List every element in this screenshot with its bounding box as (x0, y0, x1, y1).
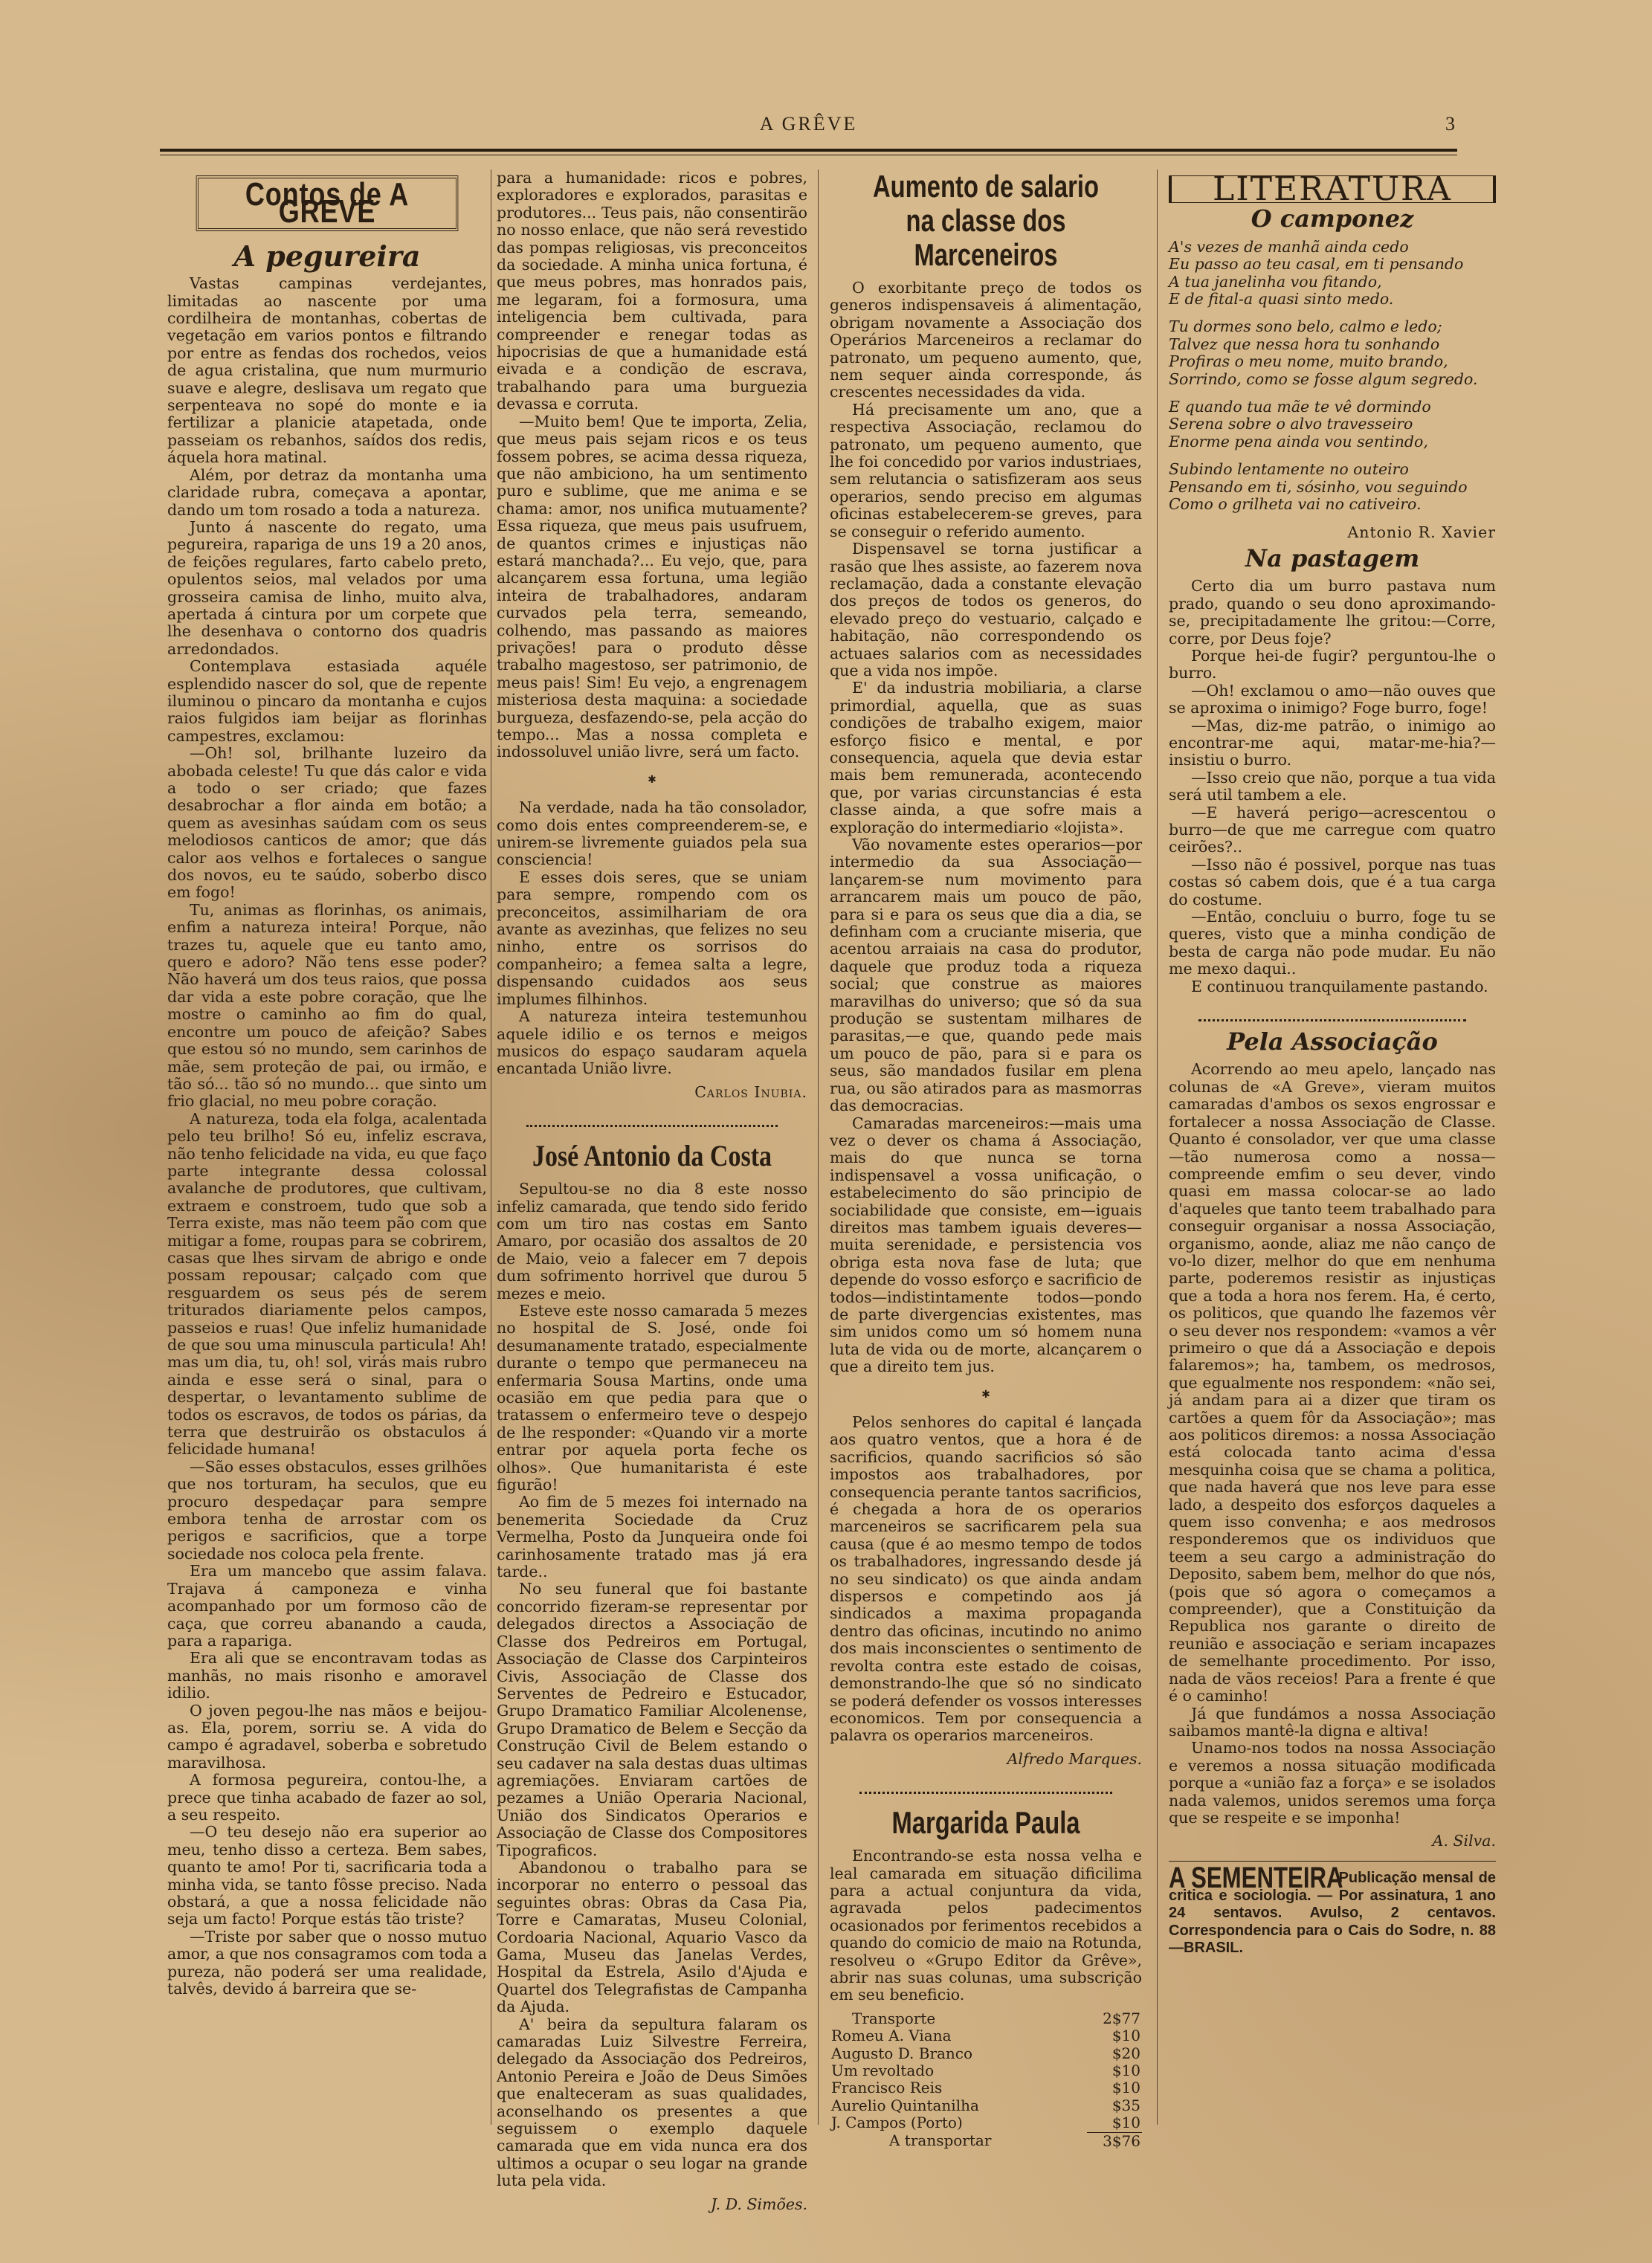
poem-stanza (1169, 398, 1496, 451)
ad-brand: A SEMENTEIRA (1169, 1861, 1343, 1894)
paragraph: Além, por detraz da montanha uma claridade rubra, começava a apontar, dando um tom rosado a toda a natureza. (167, 465, 487, 519)
newspaper-title: A GRÊVE (759, 113, 858, 135)
paragraph: —Triste por saber que o nosso mutuo amor, a que nos consagramos com toda a pureza, não poderá ser uma realidade, talvês, devido á barreira que se- (167, 1927, 487, 1998)
section-title: LITERATURA (1169, 175, 1496, 203)
paragraph: Porque hei-de fugir? perguntou-lhe o burro. (1169, 646, 1496, 682)
paragraph: A formosa pegureira, contou-lhe, a prece que tinha acabado de fazer ao sol, a seu respeito. (167, 1771, 487, 1824)
subscriber-name: A transportar (889, 2131, 992, 2150)
subscriber-name: Francisco Reis (831, 2079, 943, 2097)
amount: $20 (1111, 2044, 1140, 2062)
amount: 2$77 (1103, 2009, 1140, 2027)
header-rule (160, 149, 1457, 152)
paragraph: —Isso não é possivel, porque nas tuas costas só cabem dois, que é a tua carga do costume. (1169, 855, 1496, 908)
paragraph: —Então, concluiu o burro, foge tu se queres, visto que a minha condição de besta de carga não pode mudar. Eu não me mexo daqui.. (1169, 908, 1496, 978)
subscriber-name: Transporte (852, 2009, 936, 2027)
poem-line: Como o grilheta vai no cativeiro. (1169, 495, 1422, 514)
poem-line: Pensando em ti, sósinho, vou seguindo (1169, 477, 1468, 496)
list-item (830, 2010, 1142, 2027)
poem-line: Tu dormes sono belo, calmo e ledo; (1169, 317, 1442, 336)
star-separator: ✱ (648, 773, 656, 786)
list-item (830, 2062, 1142, 2079)
poem-line: Sorrindo, como se fosse algum segredo. (1169, 369, 1478, 388)
poem-line: E de fital-a quasi sinto medo. (1169, 290, 1394, 309)
paragraph: Vão novamente estes operarios—por intermedio da sua Associação—lançarem-se num movimento para arrancarem mais um pouco de pão, para si e para os seus que dia a dia, se definham com a cruciante miseria, que acentou arraiais na casa do produtor, daquele que produz toda a riqueza social; que construe as maiores maravilhas do universo; que só da sua produção se sustentam milhares de parasitas,—e que, quando pede mais um pouco de pão, para si e para os seus, são mandados fusilar em plena rua, ou são atirados para as masmorras das democracias. (830, 836, 1142, 1115)
amount: 3$76 (1087, 2132, 1142, 2150)
list-item (830, 2045, 1142, 2062)
paragraph: No seu funeral que foi bastante concorrido fizeram-se representar por delegados directos a Associação de Classe dos Pedreiros em Portugal, Associação de Classe dos Carpinteiros Civis, Associação de Classe dos Serventes de Pedreiro e Estucador, Grupo Dramatico Familiar Alcolenense, Grupo Dramatico de Belem e Secção da Construção Civil de Belem estando o seu cadaver na sala destas duas ultimas agremiações. Enviaram cartões de pezames a União Operaria Nacional, União dos Sindicatos Operarios e Associação de Classe dos Compositores Tipograficos. (497, 1580, 807, 1859)
ornament-divider (1198, 1007, 1466, 1021)
paragraph: Junto á nascente do regato, uma pegureira, rapariga de uns 19 a 20 anos, de feições regulares, farto cabelo preto, opulentos seios, mal velados por uma grosseira camisa de linho, muito alva, apertada á cintura por um corpete que lhe desenhava o contorno dos quadris arredondados. (167, 517, 487, 658)
paragraph: Ao fim de 5 mezes foi internado na benemerita Sociedade da Cruz Vermelha, Posto da Junqueira onde foi carinhosamente tratado mas já era tarde.. (497, 1493, 807, 1581)
amount: $10 (1111, 2062, 1140, 2079)
subscriber-name: J. Campos (Porto) (831, 2114, 963, 2132)
poem-line: A's vezes de manhã ainda cedo (1169, 237, 1409, 256)
subscriber-name: Aurelio Quintanilha (831, 2096, 979, 2114)
article-title: José Antonio da Costa (532, 1139, 772, 1173)
paragraph: Unamo-nos todos na nossa Associação e veremos a nossa situação modificada porque a «união faz a força» e se isolados nada valemos, unidos seremos uma força que se respeite e se imponha! (1169, 1739, 1496, 1827)
paragraph: A natureza, toda ela folga, acalentada pelo teu brilho! Só eu, infeliz escrava, não tenho felicidade na vida, eu que faço parte integrante dessa colossal avalanche de produtores, que cultivam, extraem e constroem, tudo que sob a Terra existe, mas não teem pão com que mitigar a fome, roupas para se cobrirem, casas que lhes sirvam de abrigo e onde possam repousar; calçado com que resguardem os seus pés de serem triturados diariamente pelos campos, passeios e ruas! Que infeliz humanidade de que sou uma minuscula particula! Ah! mas um dia, tu, oh! sol, virás mais rubro ainda e esse será o sinal, para o despertar, o levantamento sublime de todos os escravos, de todos os párias, da terra que destruirão os obstaculos á felicidade humana! (167, 1109, 487, 1459)
paragraph: —São esses obstaculos, esses grilhões que nos torturam, ha seculos, que eu procuro despedaçar para sempre embora tenha de arrostar com os perigos e sacrificios, que a torpe sociedade nos coloca pela frente. (167, 1457, 487, 1563)
running-head (160, 113, 1457, 143)
column-divider (818, 170, 819, 2125)
article-title: Aumento de salario na classe dos Marceneiros (872, 169, 1100, 272)
star-separator: ✱ (981, 1388, 990, 1401)
paragraph: Vastas campinas verdejantes, limitadas ao nascente por uma cordilheira de montanhas, cobertas de vegetação em varios pontos e filtrando por entre as fendas dos rochedos, veios de agua cristalina, que num murmurio suave e alegre, deslisava um regato que serpenteava no sopé do monte e ia fertilizar a planicie atapetada, onde passeiam os rebanhos, saídos dos redis, áquela hora matinal. (167, 274, 487, 467)
paragraph: —Isso creio que não, porque a tua vida será util tambem a ele. (1169, 768, 1496, 804)
poem-line: Eu passo ao teu casal, em ti pensando (1169, 255, 1464, 274)
paragraph: Encontrando-se esta nossa velha e leal camarada em situação dificilima para a actual conjuntura da vida, agravada pelos padecimentos ocasionados por ferimentos recebidos a quando do comicio de maio na Rotunda, resolveu o «Grupo Editor da Grêve», abrir nas suas colunas, uma subscrição em seu beneficio. (830, 1847, 1142, 2004)
story-title: Pela Associação (1227, 1027, 1438, 1056)
paragraph: Era um mancebo que assim falava. Trajava á camponeza e vinha acompanhado por um formoso cão de caça, que correu abanando a cauda, para a rapariga. (167, 1562, 487, 1650)
subscription-list (830, 2010, 1142, 2150)
column-3 (830, 170, 1142, 2156)
subscriber-name: Um revoltado (831, 2062, 935, 2079)
paragraph: Pelos senhores do capital é lançada aos quatro ventos, que a hora é de sacrificios, quando sacrificios só são impostos aos trabalhadores, por consequencia perante tantos sacrificios, é chegada a hora de os operarios marceneiros se sacrificarem pela sua causa (que é ao mesmo tempo de todos os trabalhadores, ingressando desde já no seu sindicato) os que ainda andam dispersos e competindo aos já sindicados a maxima propaganda dentro das oficinas, incutindo no animo dos mais inconscientes o sentimento de revolta contra este estado de coisas, demonstrando-lhe que só no sindicato se poderá defender os vossos interesses economicos. Tem por consequencia a palavra os operarios marceneiros. (830, 1413, 1142, 1745)
signature: Alfredo Marques. (1007, 1749, 1142, 1768)
paragraph: Esteve este nosso camarada 5 mezes no hospital de S. José, onde foi desumanamente tratado, especialmente durante o tempo que permaneceu na enfermaria Sousa Martins, onde uma ocasião em que pedia para que o tratassem o enfermeiro teve o despejo de lhe responder: «Quando vir a morte entrar por aquela porta feche os olhos». Que humanitarista é este figurão! (497, 1301, 807, 1494)
list-item (830, 2097, 1142, 2114)
poem-stanza (1169, 318, 1496, 388)
story-title: Na pastagem (1245, 543, 1420, 572)
amount: $35 (1111, 2096, 1140, 2114)
poem-line: Enorme pena ainda vou sentindo, (1169, 432, 1428, 451)
paragraph: Abandonou o trabalho para se incorporar no enterro o pessoal das seguintes obras: Obras da Casa Pia, Torre e Camaratas, Museu Colonial, Cordoaria Nacional, Aquario Vasco da Gama, Museu das Janelas Verdes, Hospital da Estrela, Asilo d'Ajuda e Quartel dos Telegrafistas de Campanha da Ajuda. (497, 1858, 807, 2016)
paragraph: Contemplava estasiada aquéle esplendido nascer do sol, que de repente iluminou o pincaro da montanha e cujos raios fulgidos iam beijar as florinhas campestres, exclamou: (167, 657, 487, 745)
poem-author: Antonio R. Xavier (1347, 523, 1496, 541)
amount: $10 (1111, 2079, 1140, 2097)
list-item (830, 2132, 1142, 2150)
paragraph: —Oh! exclamou o amo—não ouves que se aproxima o inimigo? Foge burro, foge! (1169, 681, 1496, 717)
signature: J. D. Simões. (711, 2195, 807, 2213)
story-body (167, 275, 487, 1998)
amount: $10 (1111, 2027, 1140, 2045)
list-item (830, 2114, 1142, 2132)
paragraph: Acorrendo ao meu apelo, lançado nas colunas de «A Greve», vieram muitos camaradas d'ambos os sexos engrossar e fortalecer a nossa Associação de Classe. Quanto é consolador, ver que uma classe—tão numerosa como a nossa—compreende emfim o seu dever, vindo quasi em massa colocar-se ao lado d'aqueles que tanto teem trabalhado para conseguir organisar a nossa Associação, organismo, aonde, aliaz me não canço de vo-lo dizer, melhor do que em nenhuma parte, poderemos resistir as injustiças que a toda a hora nos ferem. Ha, é certo, os politicos, que quando lhe fazemos vêr o seu dever nos respondem: «vamos a vêr primeiro o que dá a Associação e depois falaremos»; ha, tambem, os medrosos, que egualmente nos respondem: «não sei, já andam para ai a dizer que tiram os cartões a quem fôr da Associação»; mas aos politicos diremos: a nossa Associação está colocada tanto acima d'essa mesquinha coisa que se chama a politica, que nada haverá que nos leve para esse lado, a despeito dos esforços daqueles a quem isso convenha; e aos medrosos responderemos que os individuos que teem a seu cargo a administração do Deposito, sabem bem, melhor do que nós, (pois que só agora o começamos a compreender), que a Constituição da Republica nos garante o direito de reunião e associação e seriam incapazes de semelhante procedimento. Por isso, nada de vãos receios! Para a frente é que é o caminho! (1169, 1060, 1496, 1705)
paragraph: —Oh! sol, brilhante luzeiro da abobada celeste! Tu que dás calor e vida a todo o ser criado; que fazes desabrochar a flor ainda em botão; a quem as avesinhas saúdam com os seus melodiosos canticos de amor; que dás calor aos velhos e fortaleces o sangue dos novos, eu te saúdo, soberbo disco em fogo! (167, 744, 487, 902)
poem-line: Profiras o meu nome, muito brando, (1169, 352, 1448, 371)
paragraph: —Muito bem! Que te importa, Zelia, que meus pais sejam ricos e os teus fossem pobres, se acima dessa riqueza, que não ambiciono, ha um sentimento puro e sublime, que me anima e se chama: amor, nos unifica mutuamente? Essa riqueza, que meus pais usufruem, de quantos crimes e injustiças não estará manchada?... Eu vejo, que, para alcançarem essa fortuna, uma legião inteira de trabalhadores, andaram curvados pela terra, semeando, colhendo, mas passando as maiores privações! para o produto dêsse trabalho magestoso, ser patrimonio, de meus pais! Sim! Eu vejo, a engrenagem misteriosa desta maquina: a sociedade burgueza, desfazendo-se, pela acção do tempo... Mas a nossa completa e indossoluvel união livre, será um facto. (497, 412, 807, 761)
paragraph: Certo dia um burro pastava num prado, quando o seu dono aproximando-se, precipitadamente lhe gritou:—Corre, corre, por Deus foje? (1169, 577, 1496, 648)
column-divider (1157, 170, 1158, 2125)
article-title: Margarida Paula (891, 1805, 1080, 1841)
advertisement (1169, 1861, 1496, 1957)
paragraph: O exorbitante preço de todos os generos indispensaveis á alimentação, obrigam novamente a Associação dos Operários Marceneiros a reclamar do patronato, um pequeno aumento, que, nem sequer ainda corresponde, ás crescentes necessidades da vida. (830, 279, 1142, 401)
paragraph: Dispensavel se torna justificar a rasão que lhes assiste, ao fazerem nova reclamação, dada a constante elevação dos preços de todos os generos, do elevado preço do vestuario, calçado e habitação, não correspondendo os actuaes salarios com as necessidades que a vida nos impõe. (830, 540, 1142, 679)
poem-line: E quando tua mãe te vê dormindo (1169, 398, 1431, 416)
paragraph: Há precisamente um ano, que a respectiva Associação, reclamou do patronato, um pequeno aumento, que lhe foi concedido por varios industriaes, sem relutancia o satisfizeram aos seus operarios, sendo preciso em algumas oficinas estabelecerem-se greves, para se conseguir o referido aumento. (830, 400, 1142, 540)
subscriber-name: Romeu A. Viana (831, 2027, 952, 2045)
signature: A. Silva. (1432, 1832, 1496, 1850)
column-1 (167, 170, 487, 1998)
paragraph: O joven pegou-lhe nas mãos e beijou-as. Ela, porem, sorriu se. A vida do campo é agradavel, soberba e sobretudo maravilhosa. (167, 1701, 487, 1772)
paragraph: E' da industria mobiliaria, a clarse primordial, aquella, que as suas condições de trabalho exigem, maior esforço fisico e mental, e por consequencia, aquela que devia estar mais bem remunerada, acontecendo que, por varias circunstancias é esta classe ainda, a que sofre mais a exploração do intermediario «lojista». (830, 679, 1142, 836)
paragraph: —E haverá perigo—acrescentou o burro—de que me carregue com quatro ceirões?.. (1169, 803, 1496, 856)
story-title: A pegureira (233, 239, 421, 273)
poem-stanza (1169, 239, 1496, 309)
paragraph: Tu, animas as florinhas, os animais, enfim a natureza inteira! Porque, não trazes tu, aquele que eu tanto amo, quero e adoro? Não tens esse poder? Não haverá um dos teus raios, que possa dar vida a este pobre coração, que lhe mostre o caminho ao fim do qual, encontre um pouco de afeição? Sabes que estou só no mundo, sem carinhos de mãe, sem proteção de pai, ou irmão, e tão só... tão só no mundo... que sinto um frio glacial, no meu pobre coração. (167, 900, 487, 1111)
poem-line: Subindo lentamente no outeiro (1169, 460, 1409, 479)
poem-stanza (1169, 461, 1496, 513)
list-item (830, 2027, 1142, 2044)
poem-line: Serena sobre o alvo travesseiro (1169, 415, 1413, 433)
poem-line: Talvez que nessa hora tu sonhando (1169, 335, 1440, 353)
paragraph: Na verdade, nada ha tão consolador, como dois entes compreenderem-se, e unirem-se livremente guiados pela sua consciencia! (497, 798, 807, 869)
paragraph: Já que fundámos a nossa Associação saibamos mantê-la digna e altiva! (1169, 1704, 1496, 1740)
paragraph: Sepultou-se no dia 8 este nosso infeliz camarada, que tendo sido ferido com um tiro nas costas em Santo Amaro, por ocasião dos assaltos de 20 de Maio, veio a falecer em 7 depois dum sofrimento horrivel que durou 5 mezes e meio. (497, 1180, 807, 1302)
paragraph: para a humanidade: ricos e pobres, exploradores e explorados, parasitas e produtores... Teus pais, não consentirão no nosso enlace, que não será revestido das pompas religiosas, vis preconceitos da sociedade. A minha unica fortuna, é que meus pobres, mas honrados pais, me legaram, foi a formosura, uma inteligencia bem cultivada, para compreender e renegar todas as hipocrisias de que a humanidade está eivada e a condição de escrava, trabalhando para uma burguezia devassa e corruta. (497, 169, 807, 413)
list-item (830, 2079, 1142, 2096)
signature: Carlos Inubia. (694, 1082, 807, 1101)
ornament-divider (526, 1113, 778, 1127)
paragraph: Camaradas marceneiros:—mais uma vez o dever os chama á Associação, mais do que nunca se torna indispensavel a vossa unificação, o estabelecimento do são principio de sociabilidade que consiste, em—iguais direitos mas tambem iguais deveres—muita serenidade, e persistencia vos obriga esta nova fase de luta; que depende do vosso esforço e sacrificio de todos—indistintamente todos—pondo de parte divergencias existentes, mas sim unidos como um só homem nuna luta de vida ou de morte, alcançarem o que a direito tem jus. (830, 1114, 1142, 1376)
column-2 (497, 170, 807, 2216)
paragraph: A natureza inteira testemunhou aquele idilio e os ternos e meigos musicos do espaço saudaram aquela encantada União livre. (497, 1007, 807, 1078)
ornament-divider (859, 1780, 1112, 1794)
column-4 (1169, 170, 1496, 1957)
page-number: 3 (1445, 113, 1457, 135)
paragraph: E continuou tranquilamente pastando. (1191, 977, 1488, 995)
paragraph: E esses dois seres, que se uniam para sempre, rompendo com os preconceitos, assimilhariam de ora avante as avezinhas, que felizes no seu ninho, entre os sorrisos do companheiro; a femea salta a legre, dispensando cuidados aos seus implumes filhinhos. (497, 868, 807, 1008)
ad-text: Publicação mensal de critica e sociologia. — Por assinatura, 1 ano 24 sentavos. Avulso, 2 centavos. Correspondencia para o Cais do Sodre, n. 88—BRASIL. (1169, 1869, 1496, 1957)
poem-title: O camponez (1251, 204, 1414, 233)
paragraph: —Mas, diz-me patrão, o inimigo ao encontrar-me aqui, matar-me-hia?—insistiu o burro. (1169, 716, 1496, 769)
paragraph: —O teu desejo não era superior ao meu, tenho disso a certeza. Bem sabes, quanto te amo! Por ti, sacrificaria toda a minha vida, se tanto fôsse preciso. Nada obstará, a que a nossa felicidade não seja um facto! Porque estás tão triste? (167, 1823, 487, 1928)
paragraph: Era ali que se encontravam todas as manhãs, no mais risonho e amoravel idilio. (167, 1649, 487, 1702)
section-box-title: Contos de A GREVE (196, 175, 459, 231)
paragraph: A' beira da sepultura falaram os camaradas Luiz Silvestre Ferreira, delegado da Associação dos Pedreiros, Antonio Pereira e João de Deus Simões que enalteceram as suas qualidades, aconselhando os presentes a que seguissem o exemplo daquele camarada que em vida nunca era dos ultimos a ocupar o seu logar na grande luta pela vida. (497, 2015, 807, 2190)
poem-line: A tua janelinha vou fitando, (1169, 272, 1382, 291)
subscriber-name: Augusto D. Branco (831, 2044, 973, 2062)
amount: $10 (1111, 2114, 1140, 2132)
